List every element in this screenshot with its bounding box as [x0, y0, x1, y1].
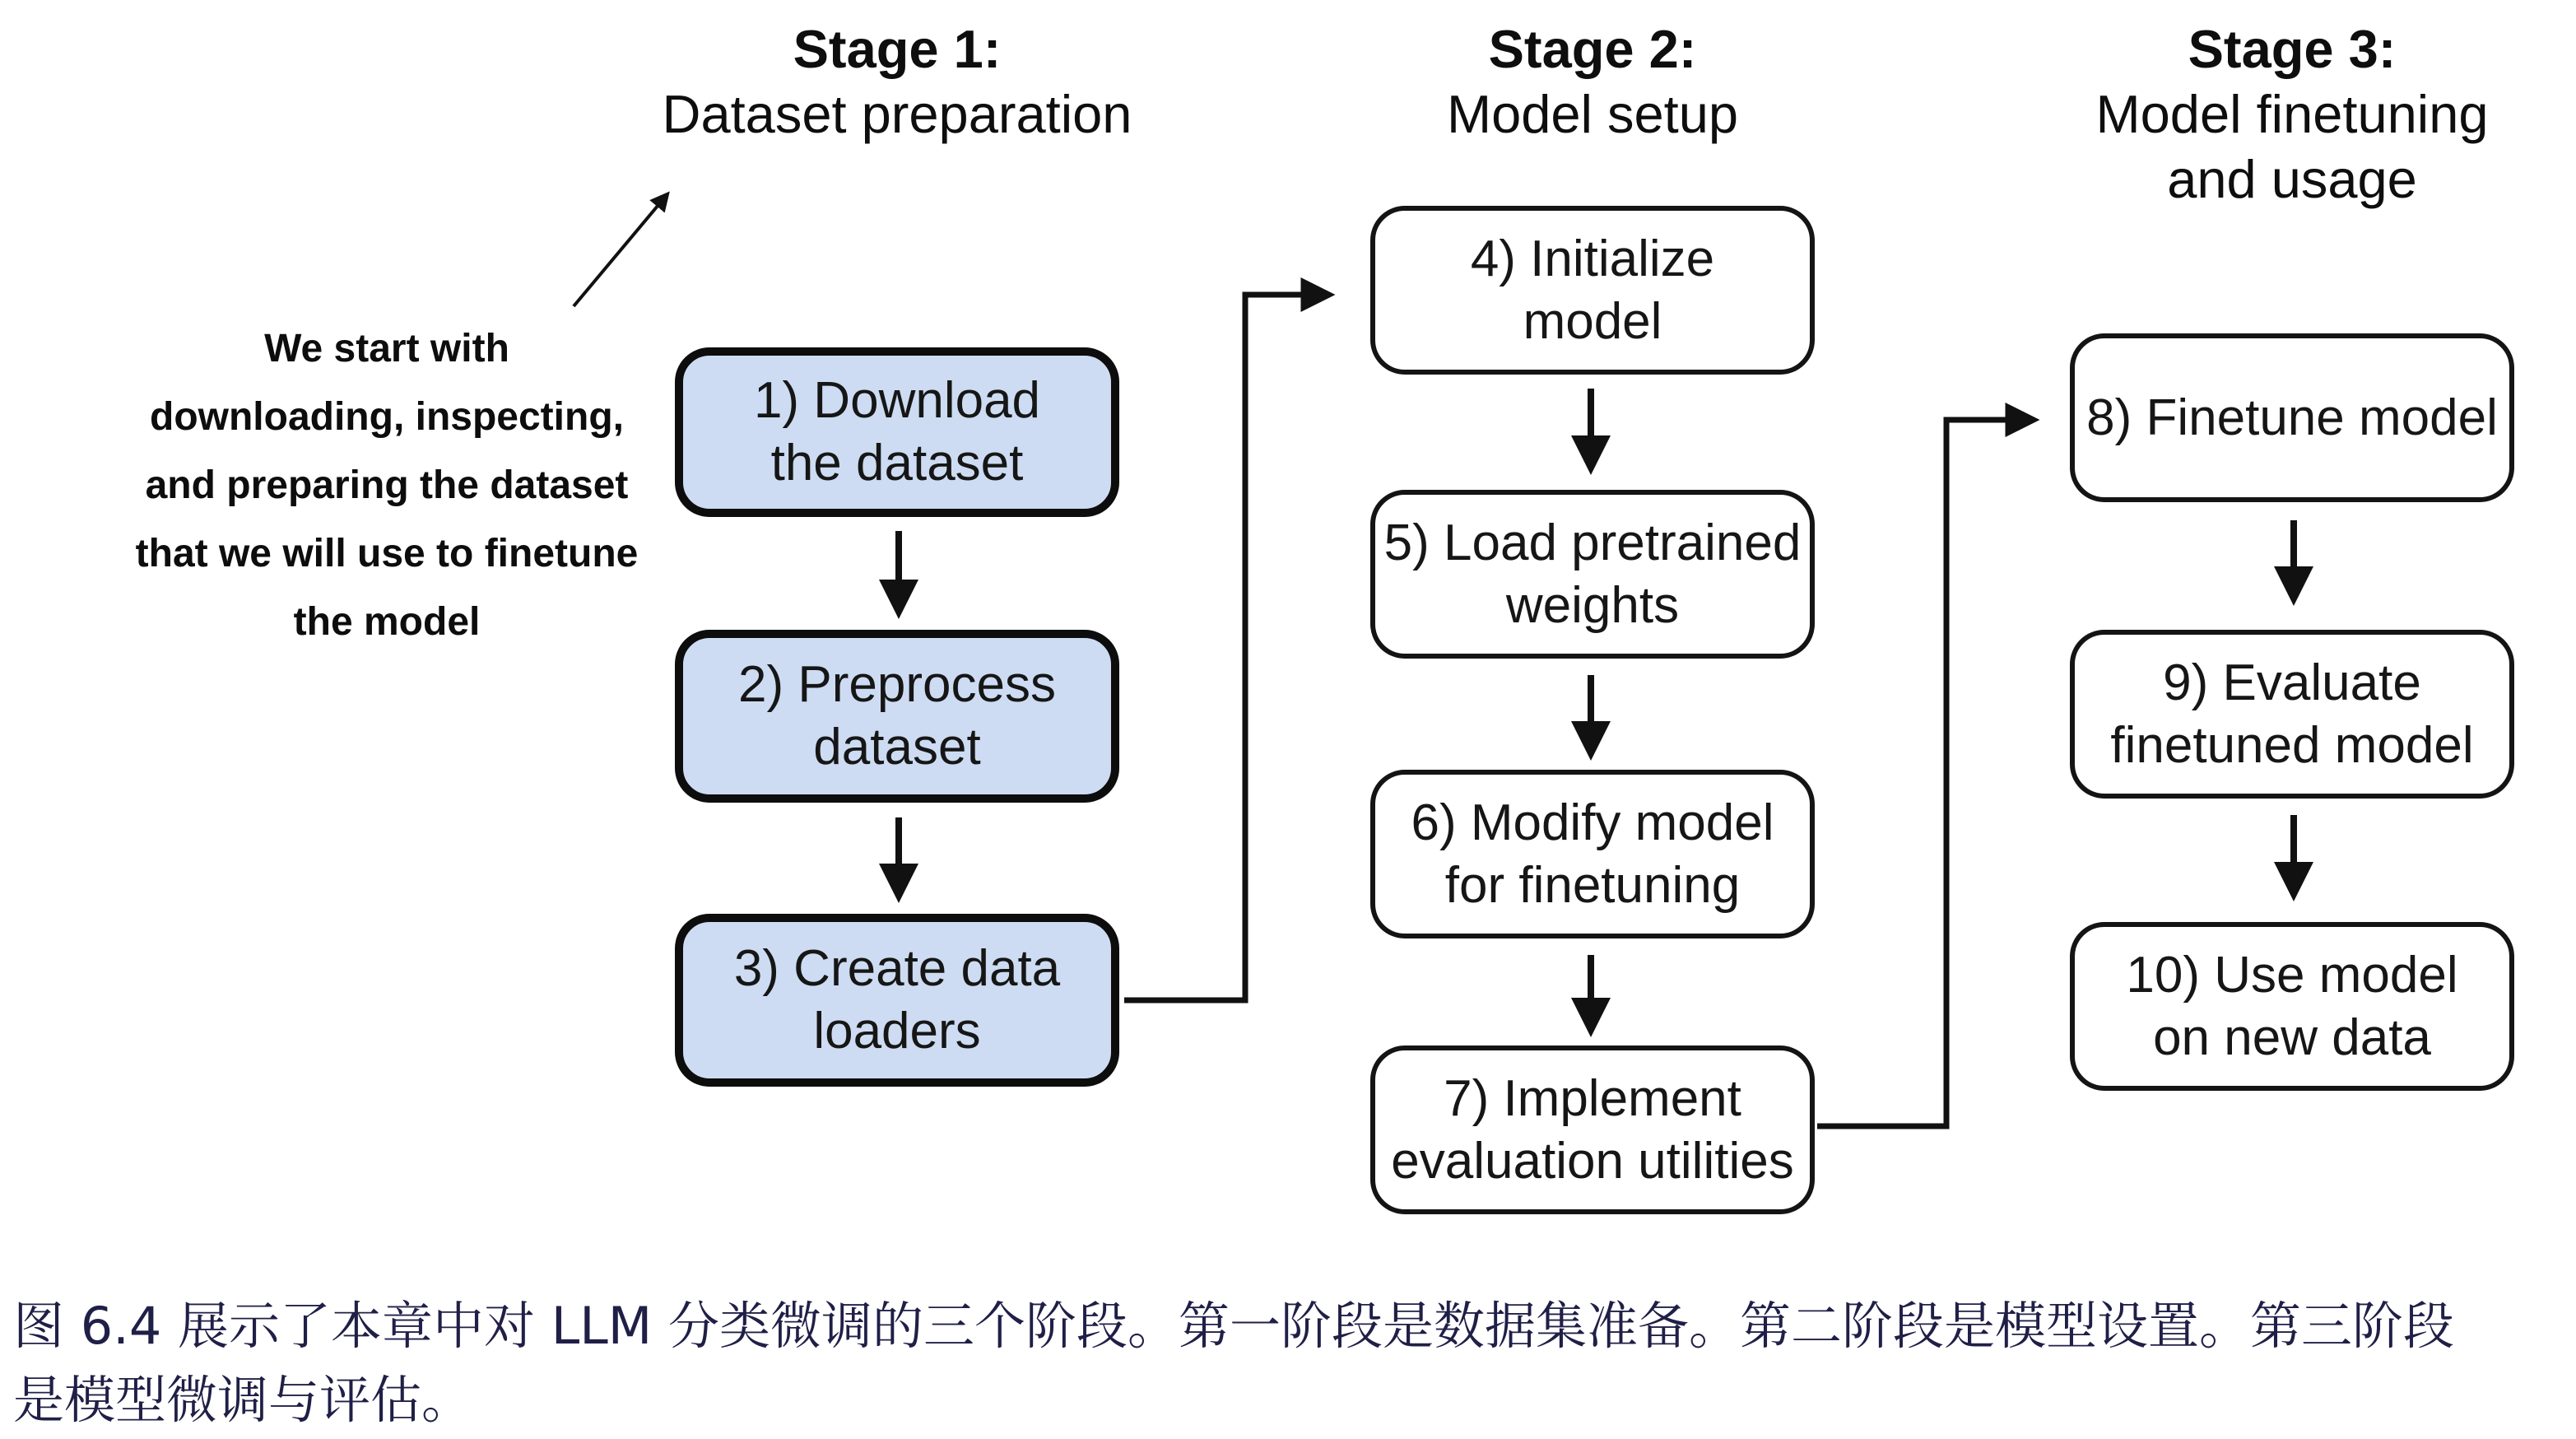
annotation-line: and preparing the dataset: [145, 463, 629, 507]
figure-caption: [13, 1289, 2569, 1437]
diagonal-arrow-icon: [574, 195, 667, 306]
box-label-line: 2) Preprocess: [738, 656, 1056, 713]
stage3-subtitle2: and usage: [2167, 149, 2417, 209]
flow-box-6-modify-model: [1370, 770, 1815, 938]
box-label-line: 8) Finetune model: [2086, 389, 2498, 446]
flow-box-8-finetune-model: [2070, 333, 2514, 502]
box-label-line: 1) Download: [753, 372, 1041, 429]
box-label-line: finetuned model: [2110, 716, 2474, 774]
box-label-line: 5) Load pretrained: [1383, 514, 1802, 571]
box-label-line: model: [1523, 292, 1662, 350]
stage2-header: [1222, 16, 1963, 147]
stage2-subtitle: Model setup: [1446, 84, 1739, 144]
box-label-line: dataset: [813, 719, 981, 775]
flow-box-2-preprocess-dataset: [675, 630, 1119, 803]
stage1-header: [527, 16, 1267, 147]
flow-box-1-download-dataset: [675, 347, 1119, 517]
box-label-line: 9) Evaluate: [2163, 654, 2421, 711]
flow-box-4-initialize-model: [1370, 206, 1815, 375]
box-label-line: 3) Create data: [733, 940, 1061, 997]
caption-line-2: 是模型微调与评估。: [13, 1370, 473, 1430]
annotation-line: downloading, inspecting,: [150, 395, 624, 439]
flow-box-5-load-pretrained-weights: [1370, 490, 1815, 659]
box-label-line: the dataset: [770, 435, 1024, 491]
stage1-subtitle: Dataset preparation: [662, 84, 1132, 144]
stage1-title: Stage 1:: [793, 19, 1002, 79]
box-label-line: for finetuning: [1444, 856, 1741, 914]
stage3-title: Stage 3:: [2188, 19, 2397, 79]
box-label-line: evaluation utilities: [1391, 1132, 1794, 1190]
caption-line-1: 图 6.4 展示了本章中对 LLM 分类微调的三个阶段。第一阶段是数据集准备。第二阶段是模型设置。第三阶段: [13, 1296, 2455, 1356]
box-label-line: 7) Implement: [1444, 1069, 1741, 1127]
annotation-line: the model: [293, 600, 481, 644]
box-label-line: 10) Use model: [2126, 946, 2458, 1004]
elbow-connector-stage1-to-stage2: [1124, 295, 1327, 1000]
box-label-line: 6) Modify model: [1411, 794, 1774, 851]
flow-box-7-implement-evaluation: [1370, 1045, 1815, 1214]
flow-box-9-evaluate-finetuned-model: [2070, 630, 2514, 799]
stage2-title: Stage 2:: [1488, 19, 1697, 79]
annotation-text: [115, 314, 658, 656]
annotation-line: We start with: [264, 327, 509, 370]
flow-box-3-create-data-loaders: [675, 914, 1119, 1087]
stage3-subtitle: Model finetuning: [2095, 84, 2489, 144]
box-label-line: 4) Initialize: [1470, 230, 1715, 287]
stage3-header: [1922, 16, 2576, 212]
box-label-line: loaders: [813, 1003, 981, 1059]
box-label-line: weights: [1505, 576, 1680, 634]
flow-box-10-use-model-new-data: [2070, 922, 2514, 1091]
elbow-connector-stage2-to-stage3: [1817, 420, 2031, 1126]
box-label-line: on new data: [2153, 1008, 2431, 1066]
annotation-line: that we will use to finetune: [135, 532, 639, 575]
